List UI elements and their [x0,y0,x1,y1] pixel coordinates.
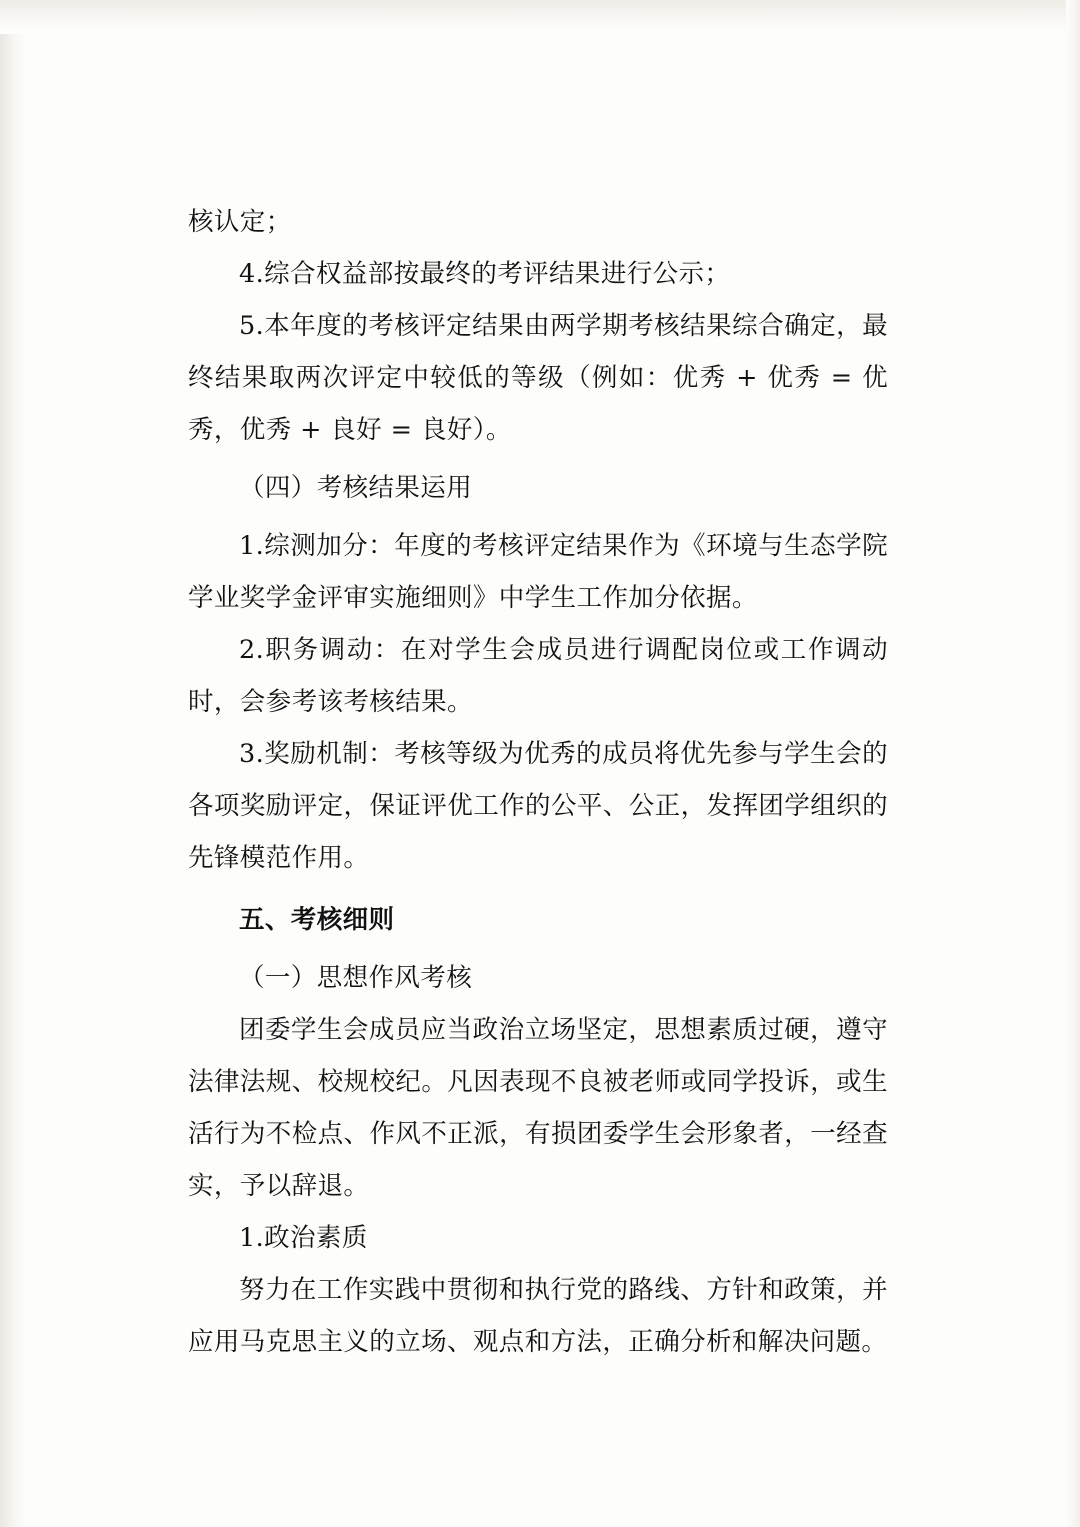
list-item-3-reward-mechanism: 3.奖励机制：考核等级为优秀的成员将优先参与学生会的各项奖励评定，保证评优工作的公平、公正，发挥团学组织的先锋模范作用。 [188,739,888,873]
subsection-heading-one: （一）思想作风考核 [239,963,473,993]
list-item-1-political-quality: 1.政治素质 [239,1223,368,1253]
list-item-4: 4.综合权益部按最终的考评结果进行公示； [239,259,731,289]
list-item-2-position-transfer: 2.职务调动：在对学生会成员进行调配岗位或工作调动时，会参考该考核结果。 [188,635,888,717]
paragraph-political-quality-detail: 努力在工作实践中贯彻和执行党的路线、方针和政策，并应用马克思主义的立场、观点和方法，正确分析和解决问题。 [188,1275,888,1357]
scan-edge-right [1066,0,1080,1527]
paragraph-continuation: 核认定； [188,207,292,237]
subsection-heading-four: （四）考核结果运用 [239,473,473,503]
section-spacer [188,884,888,894]
paragraph-ideology-conduct: 团委学生会成员应当政治立场坚定，思想素质过硬，遵守法律法规、校规校纪。凡因表现不良被老师或同学投诉，或生活行为不检点、作风不正派，有损团委学生会形象者，一经查实，予以辞退。 [188,1015,888,1201]
section-heading-five: 五、考核细则 [239,905,395,935]
scan-edge-left [0,0,26,1527]
document-text-body [188,196,888,1368]
list-item-1-comprehensive-points: 1.综测加分：年度的考核评定结果作为《环境与生态学院学业奖学金评审实施细则》中学生工作加分依据。 [188,531,888,613]
list-item-5: 5.本年度的考核评定结果由两学期考核结果综合确定，最终结果取两次评定中较低的等级（例如：优秀 + 优秀 = 优秀，优秀 + 良好 = 良好）。 [188,311,888,445]
scan-edge-top [0,0,1080,34]
